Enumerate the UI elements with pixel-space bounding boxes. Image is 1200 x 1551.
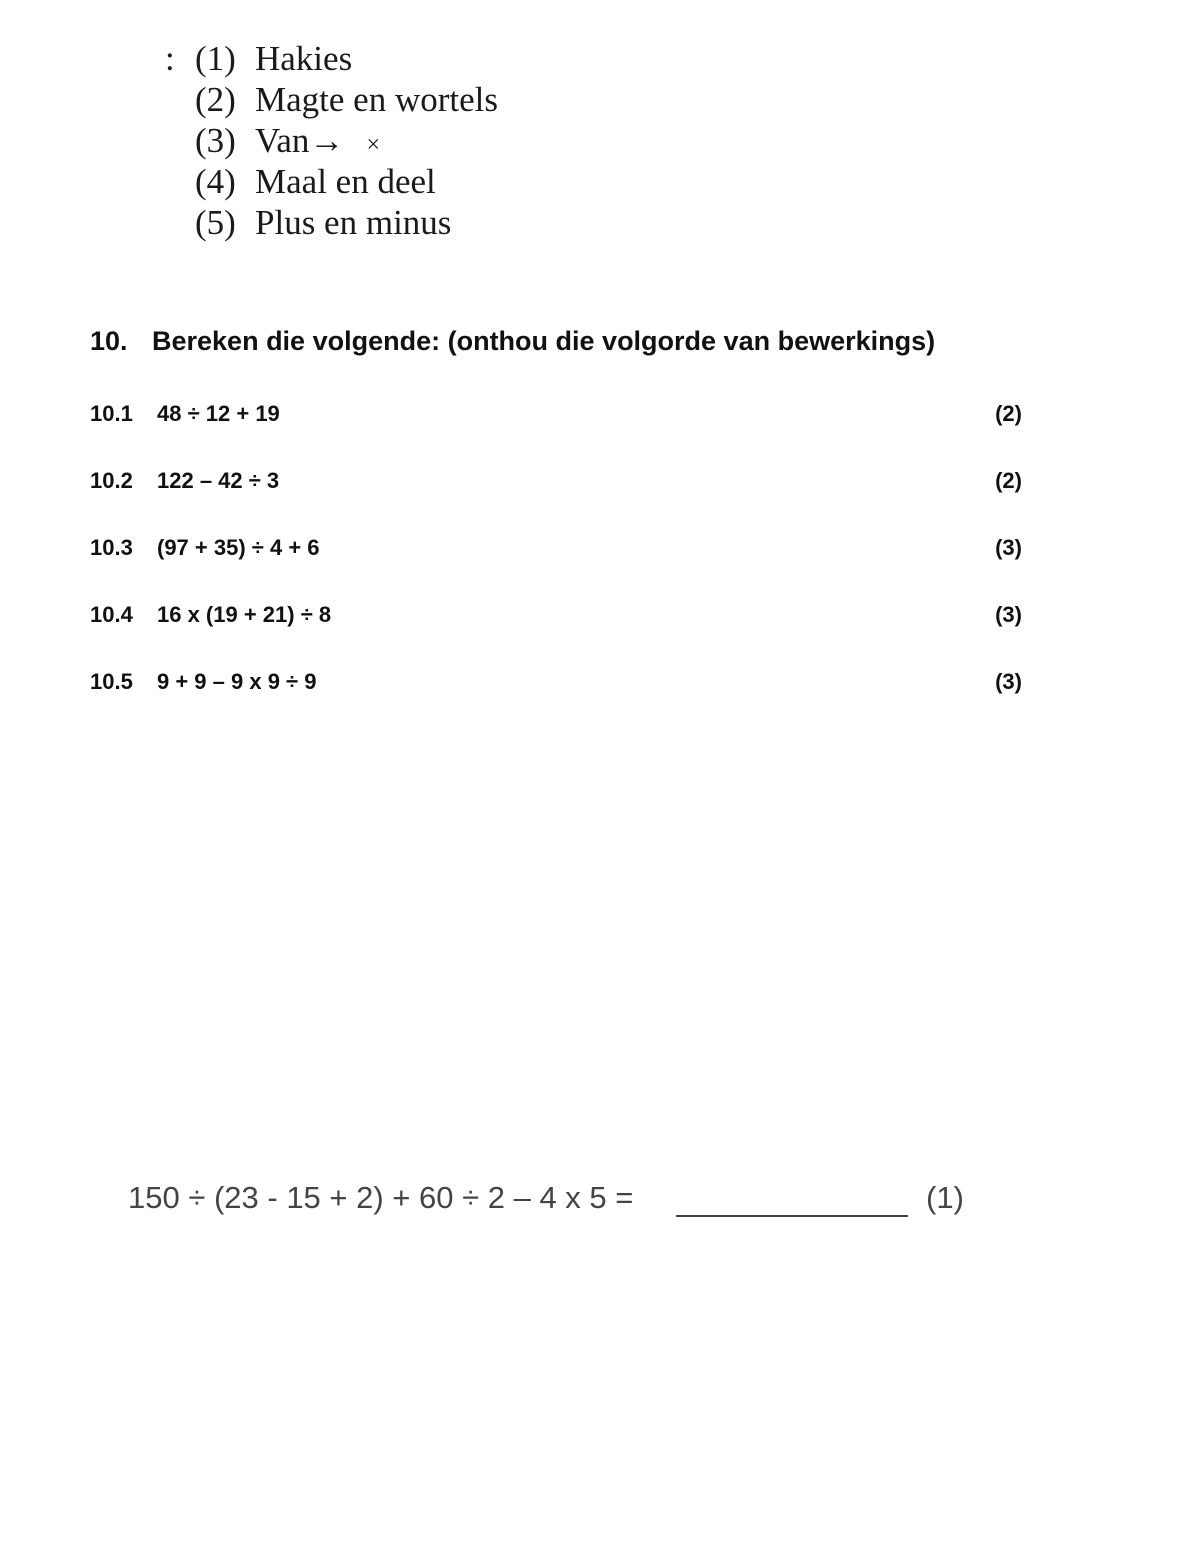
ops-item-number: (2) [195, 80, 236, 119]
sub-question-expression: 16 x (19 + 21) ÷ 8 [157, 602, 332, 627]
question-instruction: Bereken die volgende: (onthou die volgorde van bewerkings) [152, 326, 936, 356]
bottom-problem [128, 1180, 968, 1224]
sub-question-number: 10.5 [90, 669, 133, 694]
ops-item-number: (5) [195, 203, 236, 242]
question-heading [90, 326, 935, 357]
sub-question-expression: 122 – 42 ÷ 3 [157, 468, 280, 493]
ops-item-5 [165, 202, 498, 243]
ops-item-2 [165, 79, 498, 120]
sub-question-10-3 [90, 535, 1022, 565]
sub-question-number: 10.1 [90, 401, 133, 426]
sub-question-10-4 [90, 602, 1022, 632]
ops-colon: : [165, 39, 175, 78]
ops-item-number: (3) [195, 121, 236, 160]
ops-item-4 [165, 161, 498, 202]
sub-question-10-5 [90, 669, 1022, 699]
sub-question-10-2 [90, 468, 1022, 498]
sub-question-marks: (3) [995, 669, 1022, 694]
sub-question-marks: (3) [995, 602, 1022, 627]
question-number: 10. [90, 326, 128, 356]
order-of-operations-list [165, 38, 498, 243]
sub-question-10-1 [90, 401, 1022, 431]
answer-blank-line[interactable] [676, 1215, 908, 1217]
sub-question-expression: (97 + 35) ÷ 4 + 6 [157, 535, 320, 560]
sub-question-marks: (2) [995, 468, 1022, 493]
times-symbol: × [366, 132, 380, 158]
ops-item-text: Magte en wortels [255, 80, 498, 119]
ops-item-number: (1) [195, 39, 236, 78]
ops-item-text: Van→ [255, 121, 345, 160]
sub-question-expression: 48 ÷ 12 + 19 [157, 401, 280, 426]
bottom-problem-marks: (1) [926, 1180, 964, 1215]
sub-question-number: 10.4 [90, 602, 133, 627]
bottom-problem-expression: 150 ÷ (23 - 15 + 2) + 60 ÷ 2 – 4 x 5 = [128, 1180, 634, 1215]
sub-question-number: 10.3 [90, 535, 133, 560]
ops-item-text: Hakies [255, 39, 353, 78]
ops-item-1 [165, 38, 498, 79]
sub-question-number: 10.2 [90, 468, 133, 493]
ops-item-text: Plus en minus [255, 203, 452, 242]
ops-item-3 [165, 120, 498, 161]
ops-item-text: Maal en deel [255, 162, 436, 201]
ops-item-number: (4) [195, 162, 236, 201]
sub-question-expression: 9 + 9 – 9 x 9 ÷ 9 [157, 669, 317, 694]
sub-question-marks: (3) [995, 535, 1022, 560]
sub-question-marks: (2) [995, 401, 1022, 426]
